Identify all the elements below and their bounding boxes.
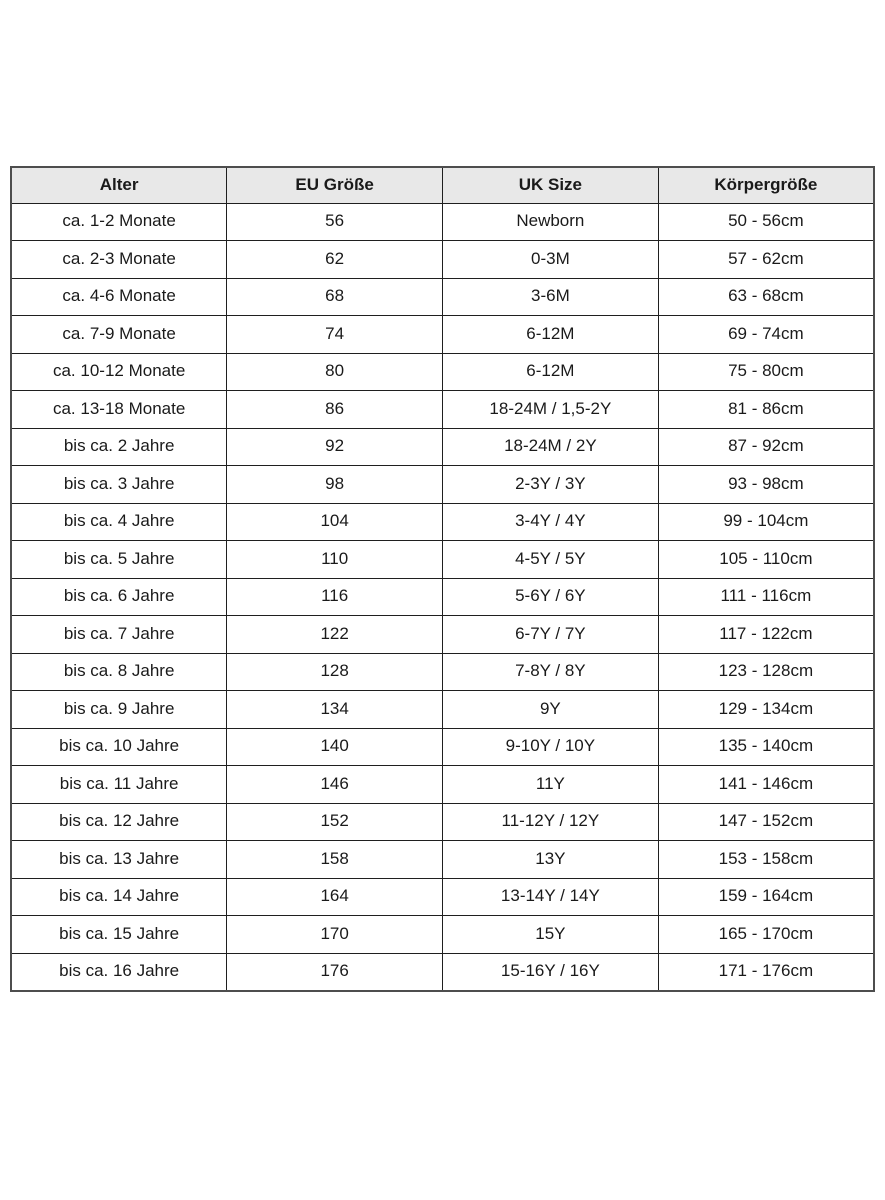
cell-eu-groesse: 68 <box>227 278 443 316</box>
cell-koerpergroesse: 93 - 98cm <box>658 466 874 504</box>
cell-uk-size: 7-8Y / 8Y <box>443 653 659 691</box>
cell-uk-size: 15-16Y / 16Y <box>443 953 659 991</box>
cell-uk-size: 18-24M / 1,5-2Y <box>443 391 659 429</box>
cell-alter: ca. 10-12 Monate <box>11 353 227 391</box>
cell-eu-groesse: 152 <box>227 803 443 841</box>
cell-eu-groesse: 176 <box>227 953 443 991</box>
cell-eu-groesse: 92 <box>227 428 443 466</box>
cell-koerpergroesse: 165 - 170cm <box>658 916 874 954</box>
cell-koerpergroesse: 87 - 92cm <box>658 428 874 466</box>
cell-eu-groesse: 56 <box>227 203 443 241</box>
table-row <box>11 841 874 879</box>
cell-uk-size: 13Y <box>443 841 659 879</box>
cell-eu-groesse: 170 <box>227 916 443 954</box>
cell-alter: ca. 7-9 Monate <box>11 316 227 354</box>
cell-alter: bis ca. 4 Jahre <box>11 503 227 541</box>
cell-alter: bis ca. 11 Jahre <box>11 766 227 804</box>
cell-alter: bis ca. 15 Jahre <box>11 916 227 954</box>
cell-koerpergroesse: 171 - 176cm <box>658 953 874 991</box>
cell-koerpergroesse: 159 - 164cm <box>658 878 874 916</box>
cell-koerpergroesse: 129 - 134cm <box>658 691 874 729</box>
cell-alter: ca. 4-6 Monate <box>11 278 227 316</box>
cell-alter: ca. 1-2 Monate <box>11 203 227 241</box>
cell-uk-size: 9Y <box>443 691 659 729</box>
cell-koerpergroesse: 141 - 146cm <box>658 766 874 804</box>
cell-uk-size: 6-12M <box>443 316 659 354</box>
table-row <box>11 353 874 391</box>
table-row <box>11 878 874 916</box>
table-row <box>11 578 874 616</box>
table-row <box>11 391 874 429</box>
cell-alter: bis ca. 7 Jahre <box>11 616 227 654</box>
cell-alter: ca. 2-3 Monate <box>11 241 227 279</box>
cell-alter: ca. 13-18 Monate <box>11 391 227 429</box>
table-row <box>11 241 874 279</box>
table-row <box>11 316 874 354</box>
cell-uk-size: 2-3Y / 3Y <box>443 466 659 504</box>
cell-eu-groesse: 80 <box>227 353 443 391</box>
cell-eu-groesse: 116 <box>227 578 443 616</box>
table-row <box>11 766 874 804</box>
column-header-koerpergroesse: Körpergröße <box>658 167 874 203</box>
cell-koerpergroesse: 105 - 110cm <box>658 541 874 579</box>
cell-alter: bis ca. 2 Jahre <box>11 428 227 466</box>
column-header-uk-size: UK Size <box>443 167 659 203</box>
cell-alter: bis ca. 5 Jahre <box>11 541 227 579</box>
cell-alter: bis ca. 16 Jahre <box>11 953 227 991</box>
table-header <box>11 167 874 203</box>
cell-koerpergroesse: 81 - 86cm <box>658 391 874 429</box>
cell-koerpergroesse: 123 - 128cm <box>658 653 874 691</box>
table-row <box>11 728 874 766</box>
cell-alter: bis ca. 8 Jahre <box>11 653 227 691</box>
cell-eu-groesse: 158 <box>227 841 443 879</box>
table-row <box>11 278 874 316</box>
cell-eu-groesse: 164 <box>227 878 443 916</box>
table-row <box>11 916 874 954</box>
table-row <box>11 541 874 579</box>
cell-alter: bis ca. 6 Jahre <box>11 578 227 616</box>
table-row <box>11 691 874 729</box>
cell-koerpergroesse: 111 - 116cm <box>658 578 874 616</box>
cell-eu-groesse: 110 <box>227 541 443 579</box>
table-row <box>11 428 874 466</box>
cell-koerpergroesse: 75 - 80cm <box>658 353 874 391</box>
cell-eu-groesse: 62 <box>227 241 443 279</box>
cell-eu-groesse: 122 <box>227 616 443 654</box>
table-row <box>11 466 874 504</box>
cell-eu-groesse: 104 <box>227 503 443 541</box>
column-header-alter: Alter <box>11 167 227 203</box>
cell-uk-size: 11-12Y / 12Y <box>443 803 659 841</box>
cell-alter: bis ca. 13 Jahre <box>11 841 227 879</box>
cell-koerpergroesse: 99 - 104cm <box>658 503 874 541</box>
cell-koerpergroesse: 63 - 68cm <box>658 278 874 316</box>
cell-eu-groesse: 134 <box>227 691 443 729</box>
cell-uk-size: 18-24M / 2Y <box>443 428 659 466</box>
table-row <box>11 953 874 991</box>
cell-koerpergroesse: 50 - 56cm <box>658 203 874 241</box>
cell-eu-groesse: 146 <box>227 766 443 804</box>
cell-uk-size: 13-14Y / 14Y <box>443 878 659 916</box>
size-chart-table <box>10 166 875 992</box>
table-body <box>11 203 874 991</box>
cell-alter: bis ca. 12 Jahre <box>11 803 227 841</box>
cell-alter: bis ca. 14 Jahre <box>11 878 227 916</box>
table-row <box>11 803 874 841</box>
cell-koerpergroesse: 57 - 62cm <box>658 241 874 279</box>
table-row <box>11 653 874 691</box>
cell-alter: bis ca. 3 Jahre <box>11 466 227 504</box>
size-chart-table-container <box>10 166 875 992</box>
cell-uk-size: 6-12M <box>443 353 659 391</box>
table-row <box>11 616 874 654</box>
cell-uk-size: Newborn <box>443 203 659 241</box>
cell-alter: bis ca. 10 Jahre <box>11 728 227 766</box>
cell-uk-size: 3-6M <box>443 278 659 316</box>
table-row <box>11 203 874 241</box>
cell-uk-size: 4-5Y / 5Y <box>443 541 659 579</box>
cell-koerpergroesse: 153 - 158cm <box>658 841 874 879</box>
cell-eu-groesse: 98 <box>227 466 443 504</box>
table-row <box>11 503 874 541</box>
cell-eu-groesse: 140 <box>227 728 443 766</box>
cell-eu-groesse: 74 <box>227 316 443 354</box>
cell-uk-size: 11Y <box>443 766 659 804</box>
column-header-eu-groesse: EU Größe <box>227 167 443 203</box>
cell-koerpergroesse: 147 - 152cm <box>658 803 874 841</box>
table-header-row <box>11 167 874 203</box>
cell-eu-groesse: 128 <box>227 653 443 691</box>
cell-koerpergroesse: 135 - 140cm <box>658 728 874 766</box>
cell-koerpergroesse: 117 - 122cm <box>658 616 874 654</box>
cell-uk-size: 9-10Y / 10Y <box>443 728 659 766</box>
cell-eu-groesse: 86 <box>227 391 443 429</box>
cell-alter: bis ca. 9 Jahre <box>11 691 227 729</box>
cell-koerpergroesse: 69 - 74cm <box>658 316 874 354</box>
cell-uk-size: 15Y <box>443 916 659 954</box>
cell-uk-size: 6-7Y / 7Y <box>443 616 659 654</box>
cell-uk-size: 5-6Y / 6Y <box>443 578 659 616</box>
cell-uk-size: 3-4Y / 4Y <box>443 503 659 541</box>
cell-uk-size: 0-3M <box>443 241 659 279</box>
